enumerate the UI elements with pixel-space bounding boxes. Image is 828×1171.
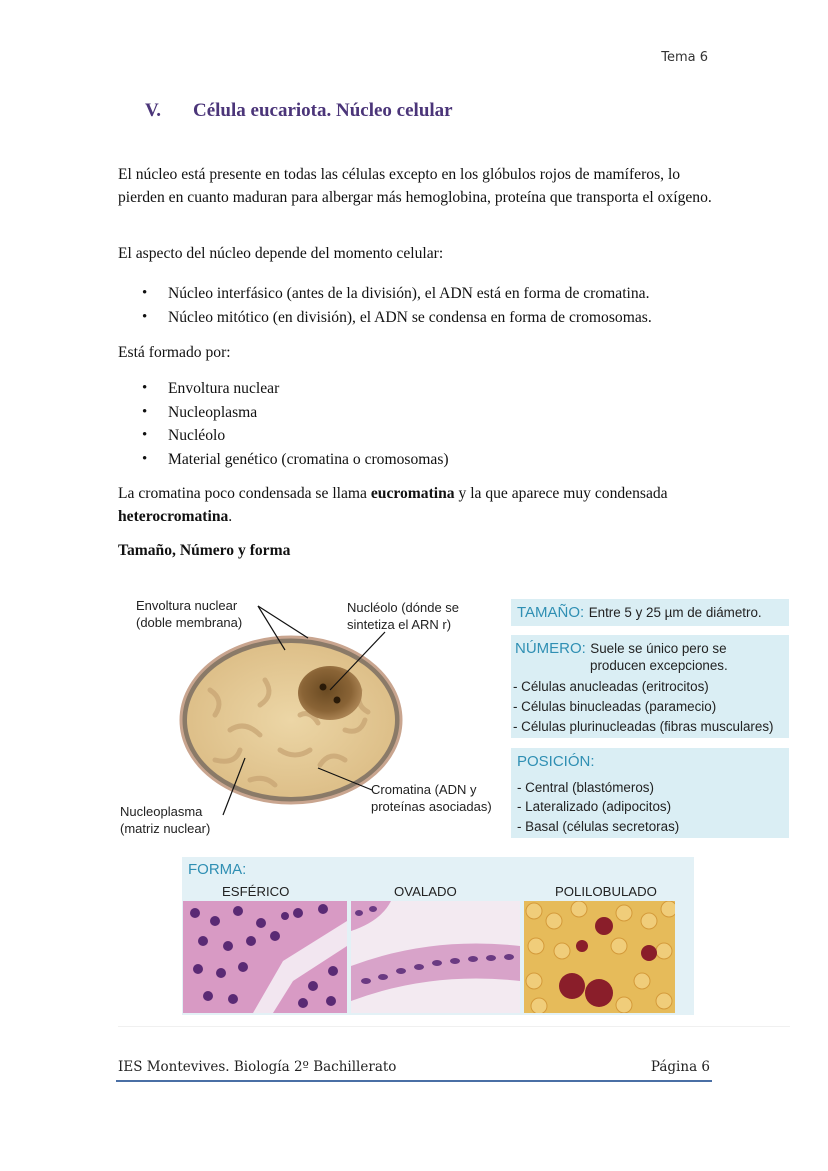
section-number: V. (145, 100, 162, 121)
label-nucleoplasma (120, 804, 210, 837)
eucromatina-term: eucromatina (370, 485, 455, 502)
posicion-item: - Basal (células secretoras) (517, 819, 680, 834)
label-envoltura (136, 598, 242, 631)
label-cromatina (371, 782, 492, 815)
numero-item: - Células binucleadas (paramecio) (513, 699, 717, 714)
running-header: Tema 6 (661, 50, 708, 65)
tamano-title: TAMAÑO: (517, 604, 585, 621)
numero-item: - Células plurinucleadas (fibras musculares) (513, 719, 774, 734)
posicion-item: - Lateralizado (adipocitos) (517, 799, 672, 814)
tamano-text: Entre 5 y 25 µm de diámetro. (588, 605, 762, 620)
tamano-box (511, 599, 789, 626)
formed-by-intro: Está formado por: (118, 344, 231, 361)
numero-box (511, 635, 789, 738)
footer-school: IES Montevives. Biología 2º Bachillerato (118, 1059, 397, 1075)
aspect-intro: El aspecto del núcleo depende del momento celular: (118, 245, 444, 262)
chromatin-text: . (228, 507, 233, 525)
posicion-box (511, 748, 789, 838)
forma-label-ovalado: OVALADO (394, 884, 457, 899)
section-title-text: Célula eucariota. Núcleo celular (193, 100, 453, 121)
list-item: • Envoltura nuclear (118, 377, 738, 401)
label-line: (doble membrana) (136, 614, 243, 630)
micrograph-esferico (183, 901, 347, 1013)
label-line: Nucleoplasma (120, 804, 203, 819)
chromatin-text: y la que aparece muy condensada (454, 485, 668, 502)
numero-text: producen excepciones. (590, 658, 728, 673)
photo-ovalado (351, 901, 520, 1013)
posicion-title: POSICIÓN: (517, 753, 595, 770)
leader-line (258, 606, 308, 638)
posicion-item: - Central (blastómeros) (517, 780, 654, 795)
chromatin-text: La cromatina poco condensada se llama (118, 485, 371, 502)
label-line: sintetiza el ARN r) (347, 616, 452, 632)
label-line: Envoltura nuclear (136, 598, 238, 613)
forma-label-esferico: ESFÉRICO (222, 884, 290, 899)
label-line: proteínas asociadas) (371, 798, 492, 814)
leader-line (318, 768, 372, 790)
intro-paragraph: El núcleo está presente en todas las células excepto en los glóbulos rojos de mamíferos, lo pierden en cuanto maduran para albergar más hemoglobina, proteína que transporta el oxígeno. (118, 166, 712, 206)
list-item: • Núcleo interfásico (antes de la división), el ADN está en forma de cromatina. (118, 282, 738, 306)
numero-item: - Células anucleadas (eritrocitos) (513, 679, 709, 694)
label-line: Nucléolo (dónde se (347, 600, 460, 615)
micrograph-polilobulado (524, 901, 675, 1013)
micrograph-ovalado (351, 901, 520, 1013)
list-item: • Núcleo mitótico (en división), el ADN se condensa en forma de cromosomas. (118, 306, 738, 330)
label-line: (matriz nuclear) (120, 820, 211, 836)
leader-line (330, 632, 385, 690)
leader-line (258, 606, 285, 650)
divider (118, 1026, 790, 1027)
numero-text: Suele se único pero se (590, 641, 727, 656)
forma-title: FORMA: (188, 861, 247, 878)
numero-title: NÚMERO: (515, 640, 586, 657)
photo-polilobulado (524, 901, 675, 1013)
footer-page-number: Página 6 (650, 1059, 710, 1075)
label-nucleolo (347, 600, 459, 633)
label-line: Cromatina (ADN y (371, 782, 477, 797)
list-item: • Material genético (cromatina o cromosomas) (118, 448, 738, 472)
list-item: • Nucléolo (118, 424, 738, 448)
photo-esferico (183, 901, 347, 1013)
heterocromatina-term: heterocromatina (118, 507, 229, 525)
forma-label-polilobulado: POLILOBULADO (555, 884, 657, 899)
subheading: Tamaño, Número y forma (118, 542, 291, 559)
leader-line (223, 758, 245, 815)
footer-rule (116, 1080, 712, 1082)
list-item: • Nucleoplasma (118, 401, 738, 425)
